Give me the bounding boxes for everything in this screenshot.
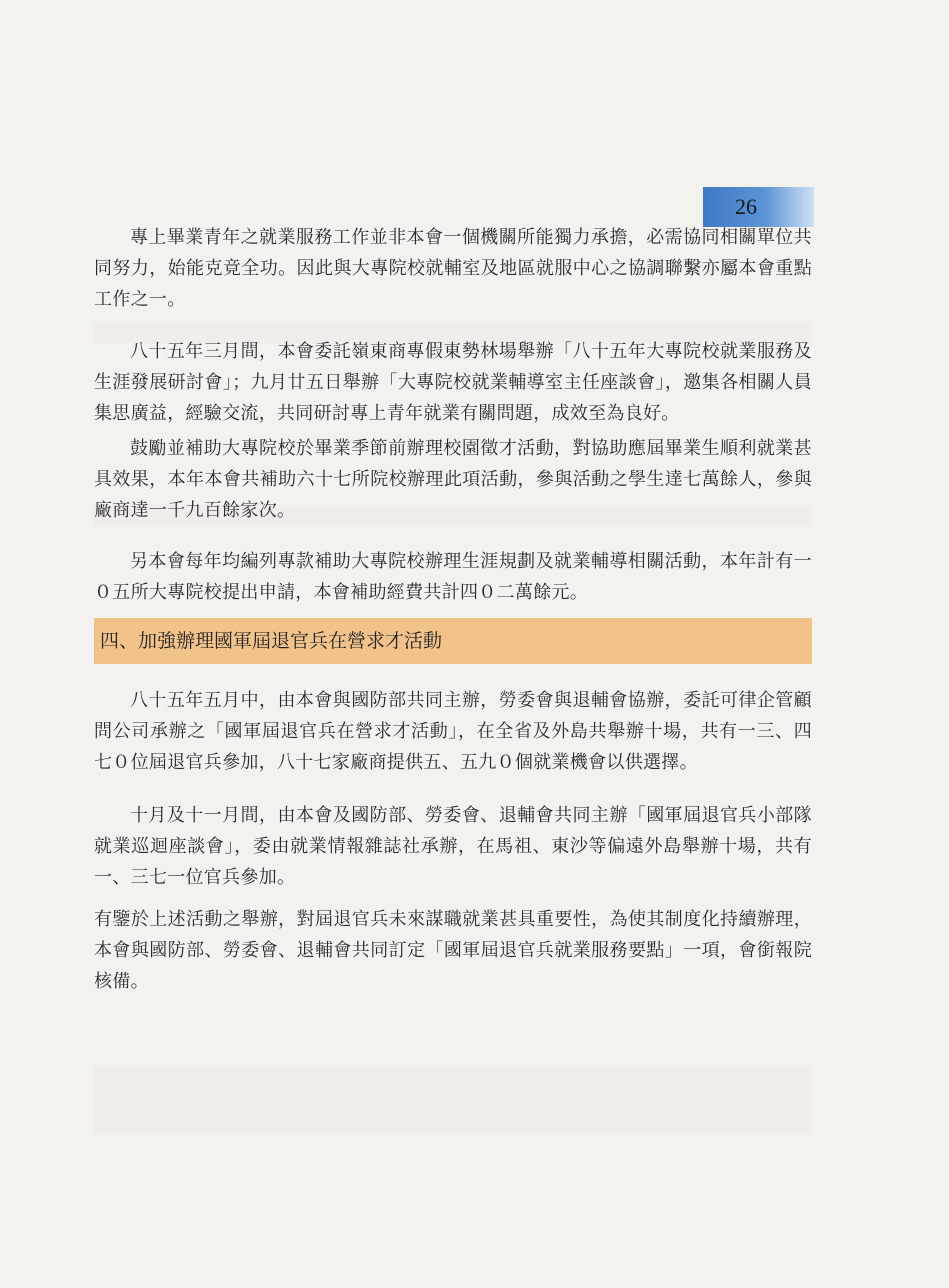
paragraph-subsidy: 另本會每年均編列專款補助大專院校辦理生涯規劃及就業輔導相關活動，本年計有一０五所大專院校提出申請，本會補助經費共計四０二萬餘元。 [94, 551, 812, 603]
paragraph-recruitment-event: 八十五年五月中，由本會與國防部共同主辦，勞委會與退輔會協辦，委託可律企管顧問公司承辦之「國軍屆退官兵在營求才活動」，在全省及外島共舉辦十場，共有一三、四七０位屆退官兵參加，八十七家廠商提供五、五九０個就業機會以供選擇。 [94, 690, 812, 773]
page-number: 26 [703, 187, 814, 227]
paragraph-institutionalization: 有鑒於上述活動之舉辦，對屆退官兵未來謀職就業甚具重要性，為使其制度化持續辦理，本會與國防部、勞委會、退輔會共同訂定「國軍屆退官兵就業服務要點」一項，會銜報院核備。 [94, 909, 812, 992]
section-heading: 四、加強辦理國軍屆退官兵在營求才活動 [94, 618, 812, 664]
paragraph-tour-symposium: 十月及十一月間，由本會及國防部、勞委會、退輔會共同主辦「國軍屆退官兵小部隊就業巡迴座談會」，委由就業情報雜誌社承辦，在馬祖、東沙等偏遠外島舉辦十場，共有一、三七一位官兵參加。 [94, 805, 812, 888]
paragraph-campus-recruitment: 鼓勵並補助大專院校於畢業季節前辦理校園徵才活動，對協助應屆畢業生順利就業甚具效果，本年本會共補助六十七所院校辦理此項活動，參與活動之學生達七萬餘人，參與廠商達一千九百餘家次。 [94, 438, 812, 521]
paragraph-liaison-intro: 專上畢業青年之就業服務工作並非本會一個機關所能獨力承擔，必需協同相關單位共同努力，始能克竟全功。因此與大專院校就輔室及地區就服中心之協調聯繫亦屬本會重點工作之一。 [94, 227, 812, 310]
show-through-band [94, 1065, 812, 1135]
paragraph-seminar: 八十五年三月間，本會委託嶺東商專假東勢林場舉辦「八十五年大專院校就業服務及生涯發展研討會」；九月廿五日舉辦「大專院校就業輔導室主任座談會」，邀集各相關人員集思廣益，經驗交流，共同研討專上青年就業有關問題，成效至為良好。 [94, 341, 812, 424]
